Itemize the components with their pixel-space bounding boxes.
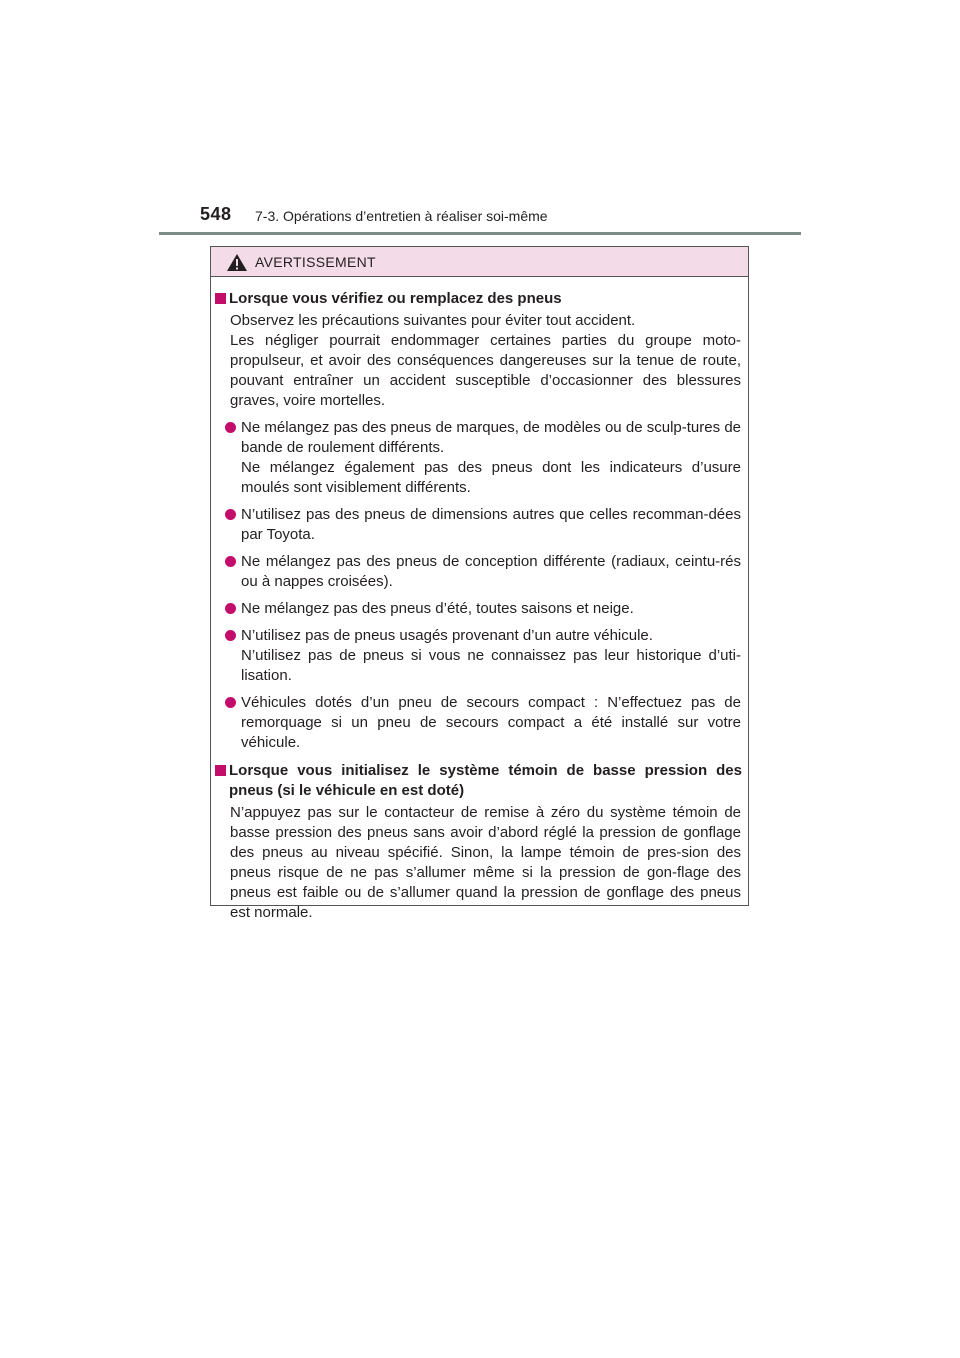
page-header: [200, 204, 810, 234]
square-bullet-icon: [215, 293, 226, 304]
round-bullet-icon: [225, 422, 236, 433]
round-bullet-icon: [225, 630, 236, 641]
bullet-item: Ne mélangez pas des pneus d’été, toutes saisons et neige.: [211, 599, 741, 619]
block-heading: Lorsque vous vérifiez ou remplacez des pneus: [211, 289, 742, 309]
bullet-item: Ne mélangez pas des pneus de marques, de modèles ou de sculp-tures de bande de roulement différents. Ne mélangez également pas des pneus dont les indicateurs d’usure moulés sont visiblement différents.: [211, 418, 741, 498]
header-rule: [159, 232, 801, 235]
round-bullet-icon: [225, 697, 236, 708]
round-bullet-icon: [225, 509, 236, 520]
square-bullet-icon: [215, 765, 226, 776]
warning-header: [211, 247, 748, 277]
warning-box: [210, 246, 749, 921]
warning-title: AVERTISSEMENT: [255, 254, 376, 270]
bullet-item: Véhicules dotés d’un pneu de secours compact : N’effectuez pas de remorquage si un pneu de secours compact a été installé sur votre véhicule.: [211, 693, 741, 753]
page-number: 548: [200, 204, 232, 224]
round-bullet-icon: [225, 603, 236, 614]
round-bullet-icon: [225, 556, 236, 567]
paragraph: N’appuyez pas sur le contacteur de remise à zéro du système témoin de basse pression des pneus sans avoir d’abord réglé la pression de gonflage des pneus au niveau spécifié. Sinon, la lampe témoin de pres-sion des pneus risque de ne pas s’allumer même si la pression de gon-flage des pneus est faible ou de s’allumer quand la pression de gonflage des pneus est normale.: [230, 804, 741, 921]
section-title: 7-3. Opérations d’entretien à réaliser soi-même: [255, 208, 548, 224]
paragraph: Les négliger pourrait endommager certaines parties du groupe moto-propulseur, et avoir des conséquences dangereuses sur la tenue de route, pouvant entraîner un accident susceptible d’occasionner des blessures graves, voire mortelles.: [230, 332, 741, 409]
block-heading: Lorsque vous initialisez le système témoin de basse pression des pneus (si le véhicule en est doté): [211, 761, 742, 801]
warning-content: [211, 289, 748, 923]
paragraph: Observez les précautions suivantes pour éviter tout accident.: [230, 312, 636, 329]
warning-triangle-icon: [226, 253, 248, 272]
bullet-item: Ne mélangez pas des pneus de conception différente (radiaux, ceintu-rés ou à nappes croisées).: [211, 552, 741, 592]
bullet-item: N’utilisez pas de pneus usagés provenant d’un autre véhicule. N’utilisez pas de pneus si vous ne connaissez pas leur historique d’uti-lisation.: [211, 626, 741, 686]
bullet-item: N’utilisez pas des pneus de dimensions autres que celles recomman-dées par Toyota.: [211, 505, 741, 545]
